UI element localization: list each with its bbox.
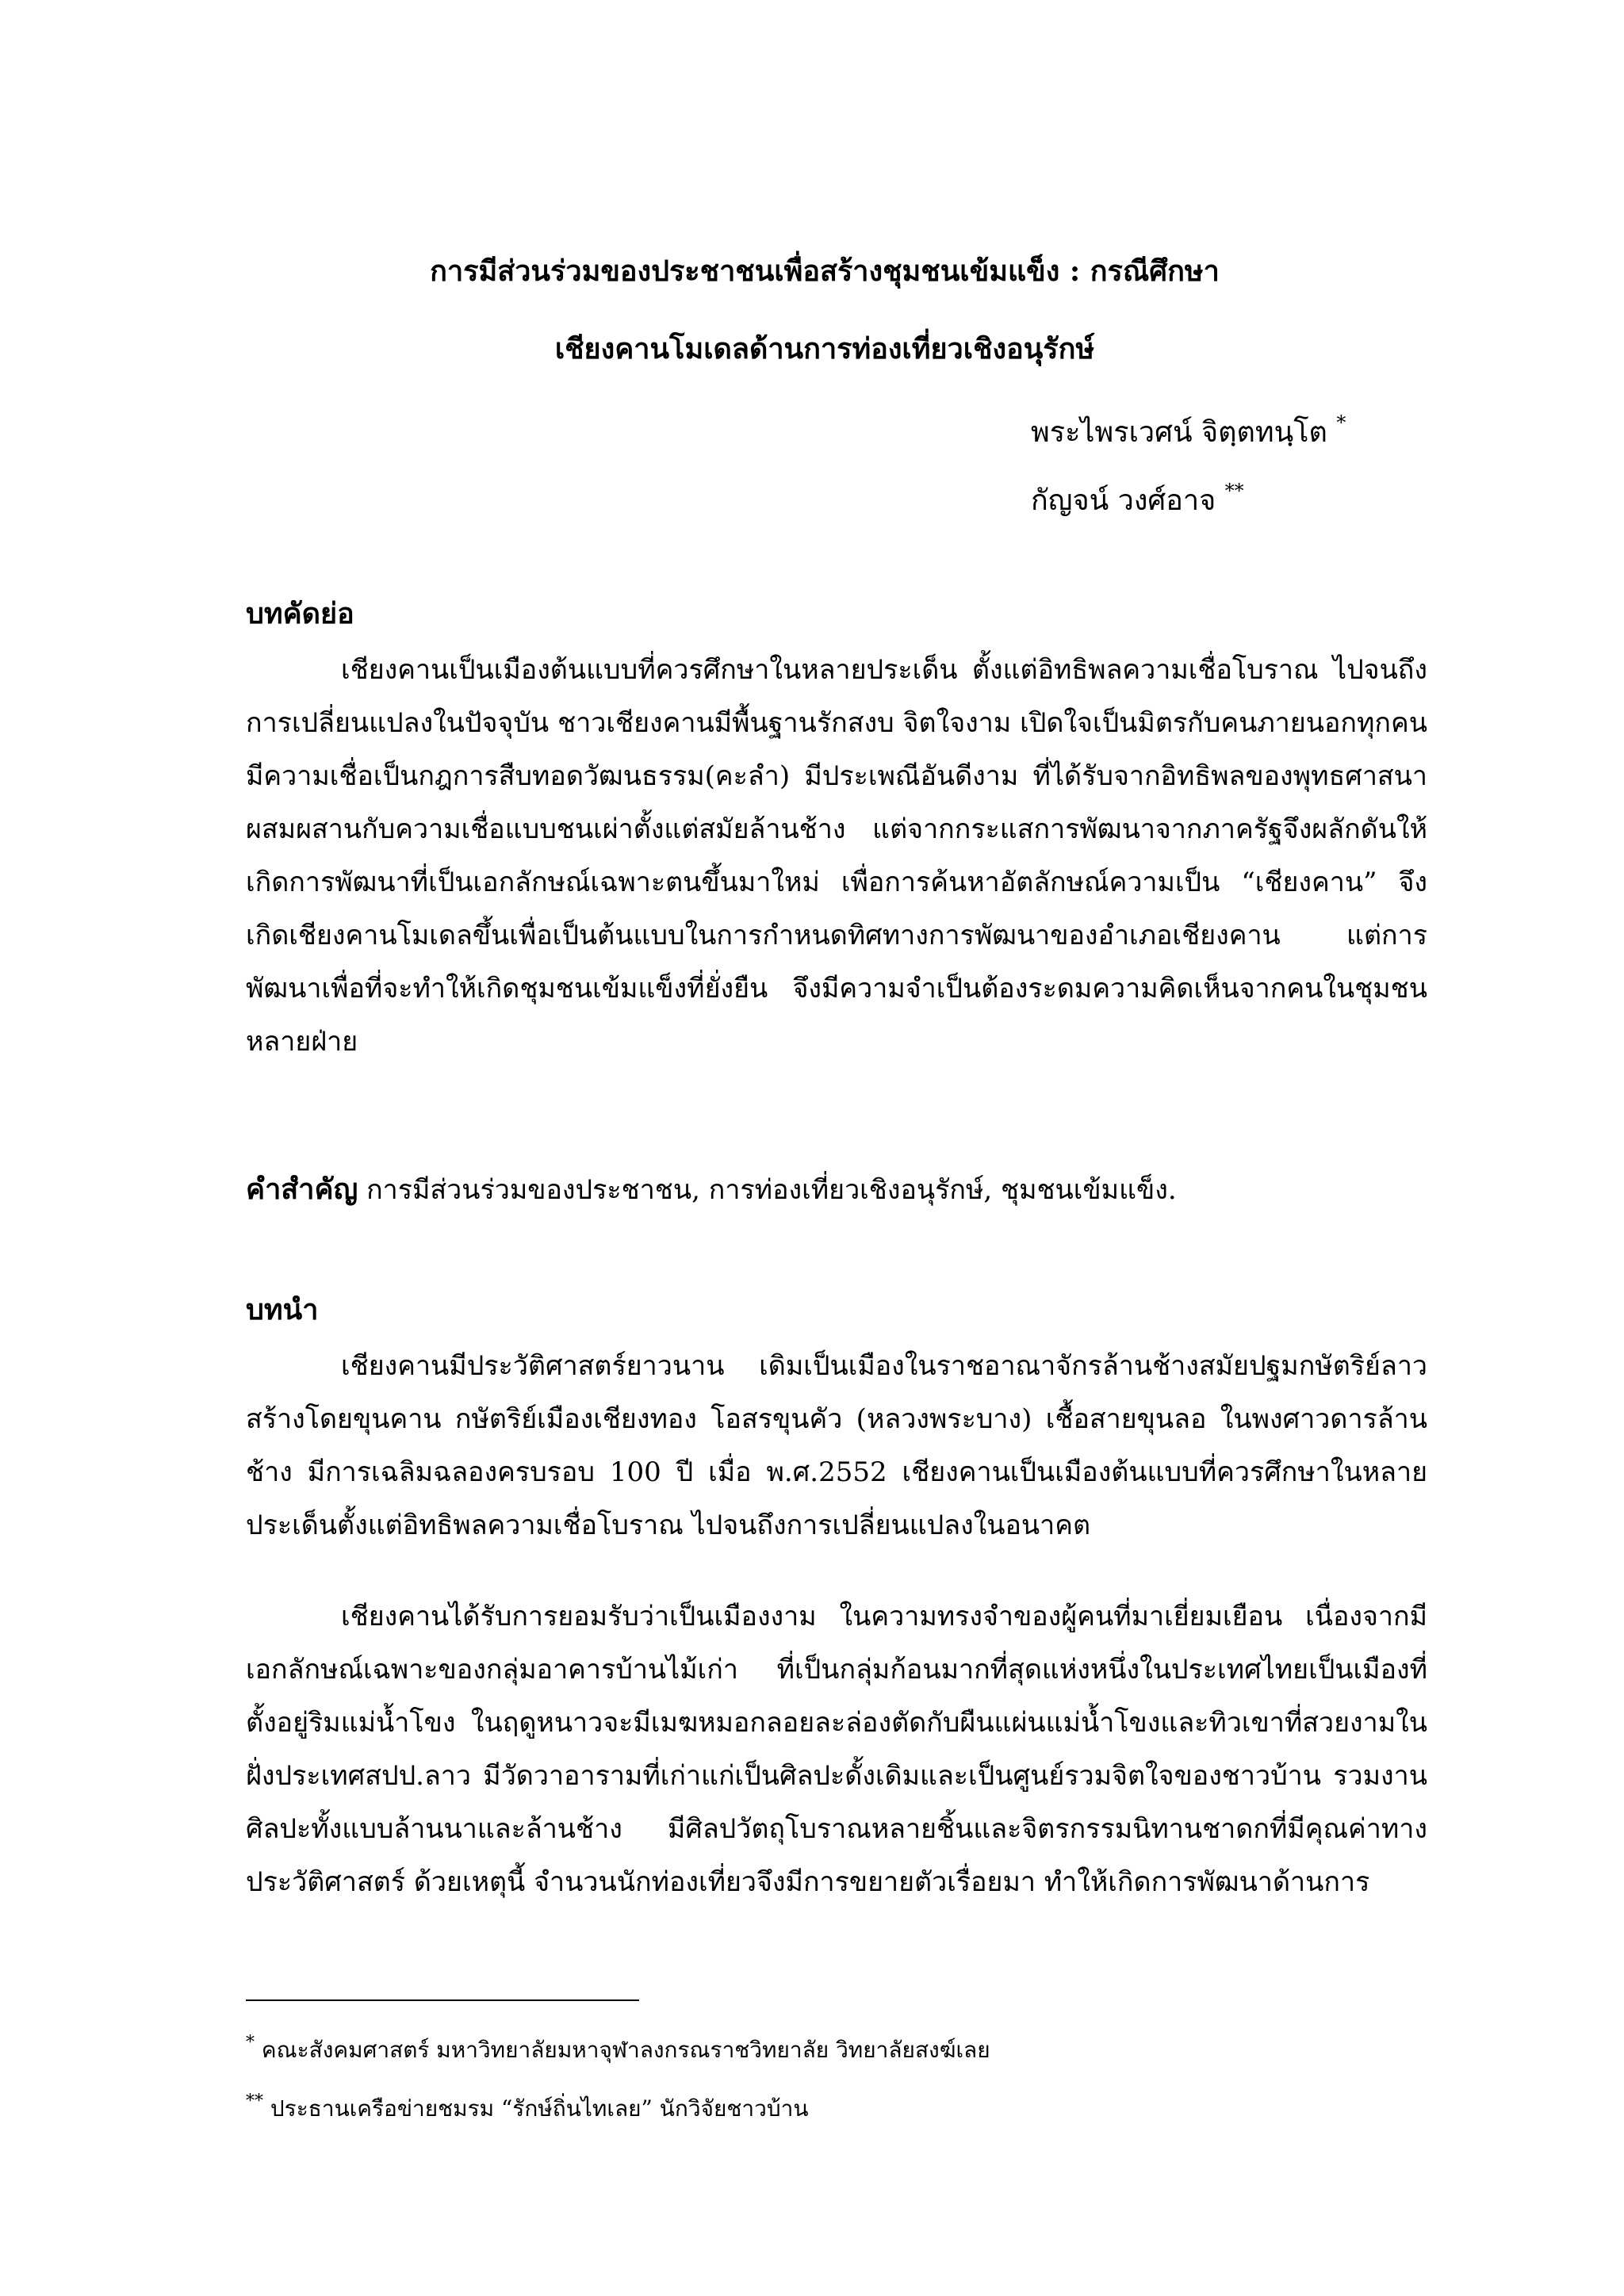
author-2 <box>1031 480 1244 519</box>
author-2-name: กัญจน์ วงศ์อาจ <box>1031 484 1216 517</box>
author-1-name: พระไพรเวศน์ จิตฺตทนฺโต <box>1031 416 1327 449</box>
keywords-label: คำสำคัญ <box>246 1173 358 1206</box>
author-1 <box>1031 411 1346 450</box>
footnote-1 <box>246 2034 990 2066</box>
footnote-2 <box>246 2093 808 2125</box>
introduction-paragraph-1: เชียงคานมีประวัติศาสตร์ยาวนาน เดิมเป็นเมืองในราชอาณาจักรล้านช้างสมัยปฐมกษัตริย์ลาว สร้างโดยขุนคาน กษัตริย์เมืองเชียงทอง โอสรขุนคัว (หลวงพระบาง) เชื้อสายขุนลอ ในพงศาวดารล้านช้าง มีการเฉลิมฉลองครบรอบ 100 ปี เมื่อ พ.ศ.2552 เชียงคานเป็นเมืองต้นแบบที่ควรศึกษาในหลายประเด็นตั้งแต่อิทธิพลความเชื่อโบราณ ไปจนถึงการเปลี่ยนแปลงในอนาคต <box>246 1350 1427 1541</box>
paper-title-line-1: การมีส่วนร่วมของประชาชนเพื่อสร้างชุมชนเข้มแข็ง : กรณีศึกษา <box>430 254 1220 288</box>
footnote-1-text: คณะสังคมศาสตร์ มหาวิทยาลัยมหาจุฬาลงกรณราชวิทยาลัย วิทยาลัยสงฆ์เลย <box>261 2037 990 2063</box>
paper-title-line-2: เชียงคานโมเดลด้านการท่องเที่ยวเชิงอนุรักษ์ <box>554 332 1095 365</box>
keywords-line <box>246 1172 1177 1207</box>
abstract-heading: บทคัดย่อ <box>246 597 354 630</box>
introduction-heading: บทนำ <box>246 1293 319 1326</box>
author-2-footnote-mark: ** <box>1224 480 1244 502</box>
introduction-paragraph-2: เชียงคานได้รับการยอมรับว่าเป็นเมืองงาม ในความทรงจำของผู้คนที่มาเยี่ยมเยือน เนื่องจากมีเอกลักษณ์เฉพาะของกลุ่มอาคารบ้านไม้เก่า ที่เป็นกลุ่มก้อนมากที่สุดแห่งหนึ่งในประเทศไทยเป็นเมืองที่ตั้งอยู่ริมแม่น้ำโขง ในฤดูหนาวจะมีเมฆหมอกลอยละล่องตัดกับผืนแผ่นแม่น้ำโขงและทิวเขาที่สวยงามในฝั่งประเทศสปป.ลาว มีวัดวาอารามที่เก่าแก่เป็นศิลปะดั้งเดิมและเป็นศูนย์รวมจิตใจของชาวบ้าน รวมงานศิลปะทั้งแบบล้านนาและล้านช้าง มีศิลปวัตถุโบราณหลายชิ้นและจิตรกรรมนิทานชาดกที่มีคุณค่าทางประวัติศาสตร์ ด้วยเหตุนี้ จำนวนนักท่องเที่ยวจึงมีการขยายตัวเรื่อยมา ทำให้เกิดการพัฒนาด้านการ <box>246 1601 1427 1898</box>
author-1-footnote-mark: * <box>1336 411 1346 434</box>
footnote-2-mark: ** <box>246 2091 263 2111</box>
keywords-text: การมีส่วนร่วมของประชาชน, การท่องเที่ยวเชิงอนุรักษ์, ชุมชนเข้มแข็ง. <box>366 1174 1177 1206</box>
footnote-2-text: ประธานเครือข่ายชมรม “รักษ์ถิ่นไทเลย” นักวิจัยชาวบ้าน <box>270 2095 809 2122</box>
footnote-separator <box>246 1999 639 2001</box>
abstract-text: เชียงคานเป็นเมืองต้นแบบที่ควรศึกษาในหลายประเด็น ตั้งแต่อิทธิพลความเชื่อโบราณ ไปจนถึงการเปลี่ยนแปลงในปัจจุบัน ชาวเชียงคานมีพื้นฐานรักสงบ จิตใจงาม เปิดใจเป็นมิตรกับคนภายนอกทุกคน มีความเชื่อเป็นกฎการสืบทอดวัฒนธรรม(คะลำ) มีประเพณีอันดีงาม ที่ได้รับจากอิทธิพลของพุทธศาสนาผสมผสานกับความเชื่อแบบชนเผ่าตั้งแต่สมัยล้านช้าง แต่จากกระแสการพัฒนาจากภาครัฐจึงผลักดันให้เกิดการพัฒนาที่เป็นเอกลักษณ์เฉพาะตนขึ้นมาใหม่ เพื่อการค้นหาอัตลักษณ์ความเป็น “เชียงคาน” จึงเกิดเชียงคานโมเดลขึ้นเพื่อเป็นต้นแบบในการกำหนดทิศทางการพัฒนาของอำเภอเชียงคาน แต่การพัฒนาเพื่อที่จะทำให้เกิดชุมชนเข้มแข็งที่ยั่งยืน จึงมีความจำเป็นต้องระดมความคิดเห็นจากคนในชุมชนหลายฝ่าย <box>246 654 1427 1058</box>
footnote-1-mark: * <box>246 2033 255 2053</box>
